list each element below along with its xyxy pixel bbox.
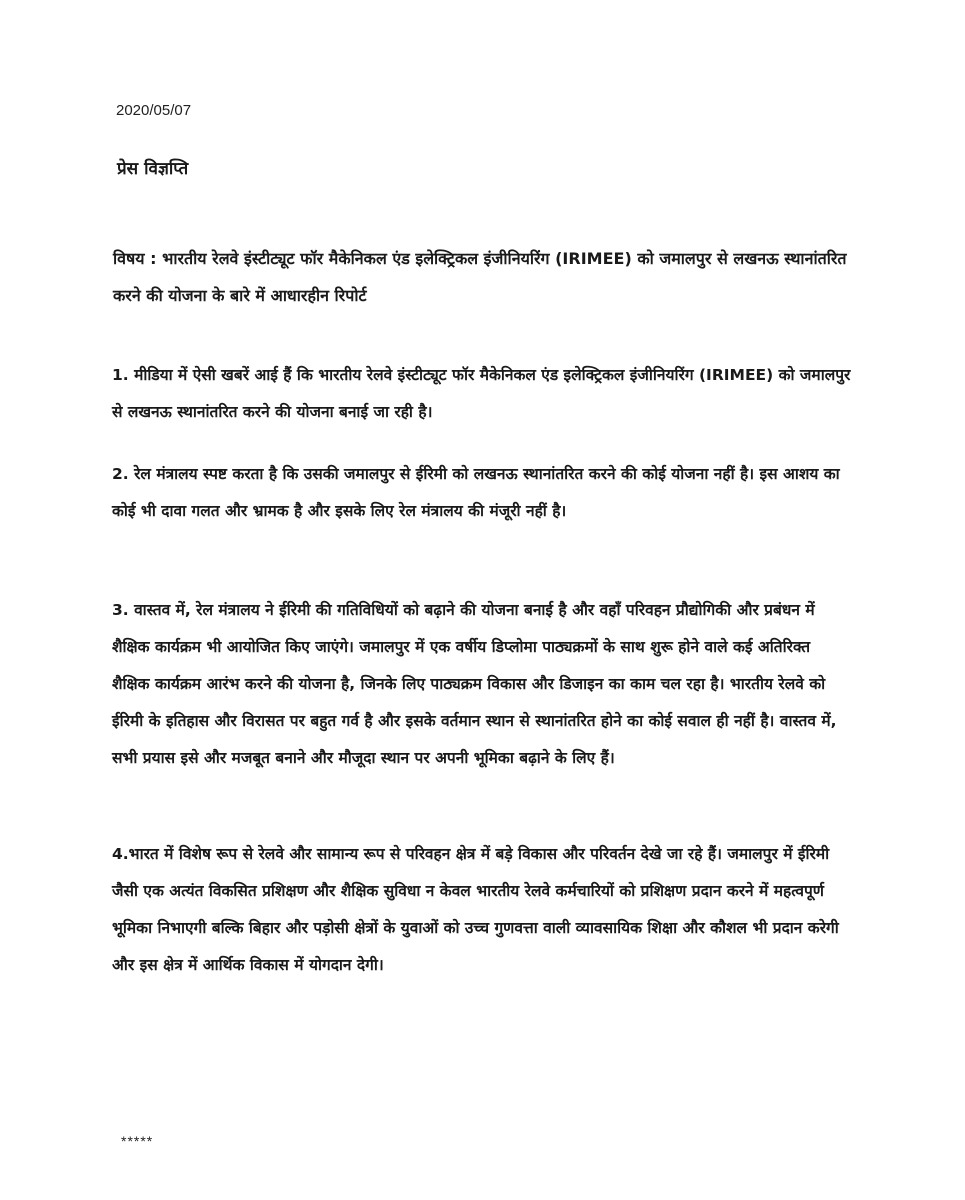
paragraph-1: 1. मीडिया में ऐसी खबरें आई हैं कि भारतीय रेलवे इंस्टीट्यूट फॉर मैकेनिकल एंड इलेक्ट्रिकल इंजीनियरिंग (IRIMEE) को जमालपुर से लखनऊ स्थानांतरित करने की योजना बनाई जा रही है।	[112, 366, 851, 421]
paragraph-2: 2. रेल मंत्रालय स्पष्ट करता है कि उसकी जमालपुर से ईरिमी को लखनऊ स्थानांतरित करने की कोई योजना नहीं है। इस आशय का कोई भी दावा गलत और भ्रामक है और इसके लिए रेल मंत्रालय की मंजूरी नहीं है।	[112, 465, 840, 520]
paragraph-4: 4.भारत में विशेष रूप से रेलवे और सामान्य रूप से परिवहन क्षेत्र में बड़े विकास और परिवर्तन देखे जा रहे हैं। जमालपुर में ईरिमी जैसी एक अत्यंत विकसित प्रशिक्षण और शैक्षिक सुविधा न केवल भारतीय रेलवे कर्मचारियों को प्रशिक्षण प्रदान करने में महत्वपूर्ण भूमिका निभाएगी बल्कि बिहार और पड़ोसी क्षेत्रों के युवाओं को उच्च गुणवत्ता वाली व्यावसायिक शिक्षा और कौशल भी प्रदान करेगी और इस क्षेत्र में आर्थिक विकास में योगदान देगी।	[112, 845, 839, 974]
document-title: प्रेस विज्ञप्ति	[117, 159, 189, 179]
subject-line: विषय : भारतीय रेलवे इंस्टीट्यूट फॉर मैकेनिकल एंड इलेक्ट्रिकल इंजीनियरिंग (IRIMEE) को जमालपुर से लखनऊ स्थानांतरित करने की योजना के बारे में आधारहीन रिपोर्ट	[113, 249, 847, 305]
paragraph-3: 3. वास्तव में, रेल मंत्रालय ने ईरिमी की गतिविधियों को बढ़ाने की योजना बनाई है और वहाँ परिवहन प्रौद्योगिकी और प्रबंधन में शैक्षिक कार्यक्रम भी आयोजित किए जाएंगे। जमालपुर में एक वर्षीय डिप्लोमा पाठ्यक्रमों के साथ शुरू होने वाले कई अतिरिक्त शैक्षिक कार्यक्रम आरंभ करने की योजना है, जिनके लिए पाठ्यक्रम विकास और डिजाइन का काम चल रहा है। भारतीय रेलवे को ईरिमी के इतिहास और विरासत पर बहुत गर्व है और इसके वर्तमान स्थान से स्थानांतरित होने का कोई सवाल ही नहीं है। वास्तव में, सभी प्रयास इसे और मजबूत बनाने और मौजूदा स्थान पर अपनी भूमिका बढ़ाने के लिए हैं।	[112, 601, 837, 767]
document-date: 2020/05/07	[116, 102, 192, 119]
end-marker: *****	[121, 1133, 154, 1149]
